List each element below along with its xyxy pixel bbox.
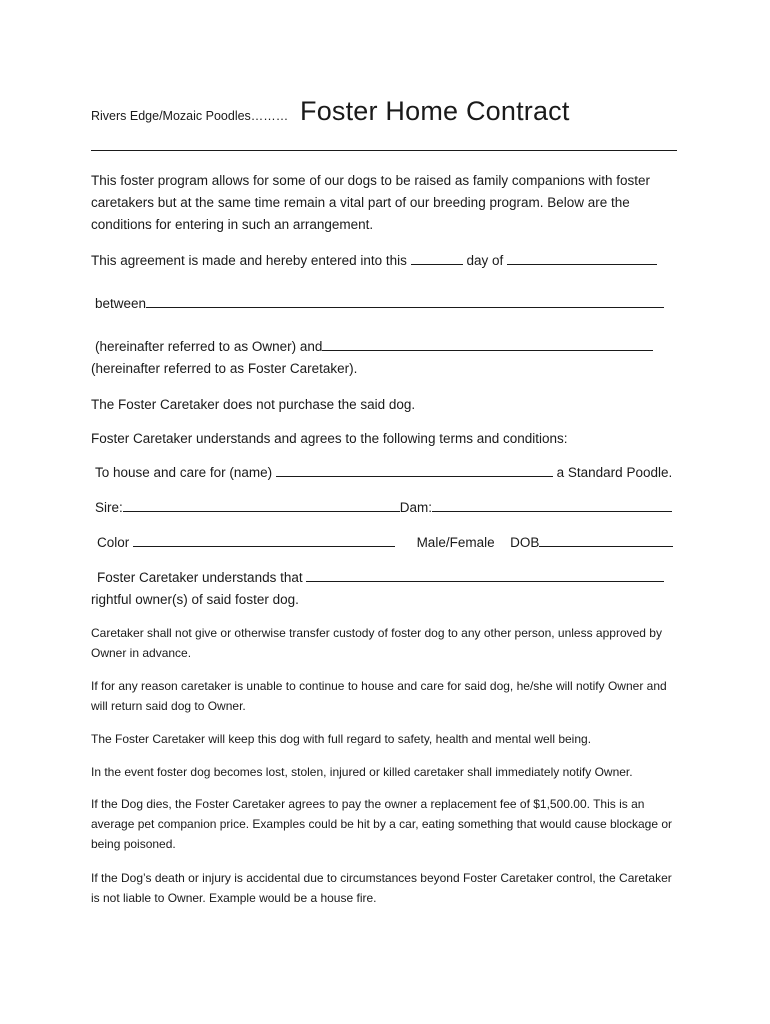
clause-replacement-fee: If the Dog dies, the Foster Caretaker agrees to pay the owner a replacement fee of $1,500.00. This is an average pet companion price. Examples could be hit by a car, eating something that would cause blockage or being poisoned.	[91, 797, 673, 851]
color-blank[interactable]	[133, 532, 395, 547]
between-line	[95, 293, 687, 315]
intro-paragraph: This foster program allows for some of our dogs to be raised as family companions with foster caretakers but at the same time remain a vital part of our breeding program. Below are the conditions for entering in such an arrangement.	[91, 173, 650, 232]
parents-line	[95, 497, 687, 519]
title-rule	[91, 150, 677, 151]
owner-reference-text: (hereinafter referred to as Owner) and	[95, 339, 323, 354]
organization-name: Rivers Edge/Mozaic Poodles………	[91, 109, 289, 123]
color-label: Color	[97, 535, 130, 550]
breed-label: a Standard Poodle.	[556, 465, 673, 480]
document-title: Foster Home Contract	[300, 96, 570, 126]
agreement-text: This agreement is made and hereby entered into this	[91, 253, 407, 268]
terms-intro: Foster Caretaker understands and agrees to the following terms and conditions:	[91, 431, 568, 446]
dog-name-blank[interactable]	[276, 462, 553, 477]
agreement-date-line	[91, 250, 683, 272]
sex-label: Male/Female	[416, 535, 495, 550]
dam-label: Dam:	[399, 500, 433, 515]
clause-lost-dog: In the event foster dog becomes lost, stolen, injured or killed caretaker shall immediately notify Owner.	[91, 765, 633, 779]
sire-label: Sire:	[95, 500, 123, 515]
day-blank[interactable]	[411, 250, 463, 265]
understands-label: Foster Caretaker understands that	[97, 570, 303, 585]
clause-no-transfer: Caretaker shall not give or otherwise transfer custody of foster dog to any other person, unless approved by Owner in advance.	[91, 626, 662, 660]
caretaker-reference-text: (hereinafter referred to as Foster Caretaker).	[91, 361, 358, 376]
caretaker-name-blank[interactable]	[322, 336, 653, 351]
clause-return-dog: If for any reason caretaker is unable to continue to house and care for said dog, he/she will notify Owner and will return said dog to Owner.	[91, 679, 667, 713]
house-care-line	[95, 462, 687, 484]
dob-blank[interactable]	[539, 532, 673, 547]
month-blank[interactable]	[507, 250, 657, 265]
owner-reference-line	[95, 336, 687, 358]
no-purchase-statement: The Foster Caretaker does not purchase the said dog.	[91, 397, 416, 412]
dam-blank[interactable]	[432, 497, 672, 512]
sire-blank[interactable]	[123, 497, 400, 512]
house-care-label: To house and care for (name)	[95, 465, 273, 480]
understands-blank[interactable]	[306, 567, 664, 582]
between-label: between	[95, 296, 147, 311]
owner-name-blank[interactable]	[146, 293, 664, 308]
clause-accidental: If the Dog’s death or injury is accidental due to circumstances beyond Foster Caretaker control, the Caretaker is not liable to Owner. Example would be a house fire.	[91, 871, 672, 905]
understands-line	[97, 567, 689, 589]
color-sex-dob-line	[97, 532, 689, 554]
day-of-label: day of	[466, 253, 504, 268]
rightful-owners-text: rightful owner(s) of said foster dog.	[91, 592, 299, 607]
clause-safety: The Foster Caretaker will keep this dog with full regard to safety, health and mental well being.	[91, 732, 592, 746]
dob-label: DOB	[510, 535, 540, 550]
